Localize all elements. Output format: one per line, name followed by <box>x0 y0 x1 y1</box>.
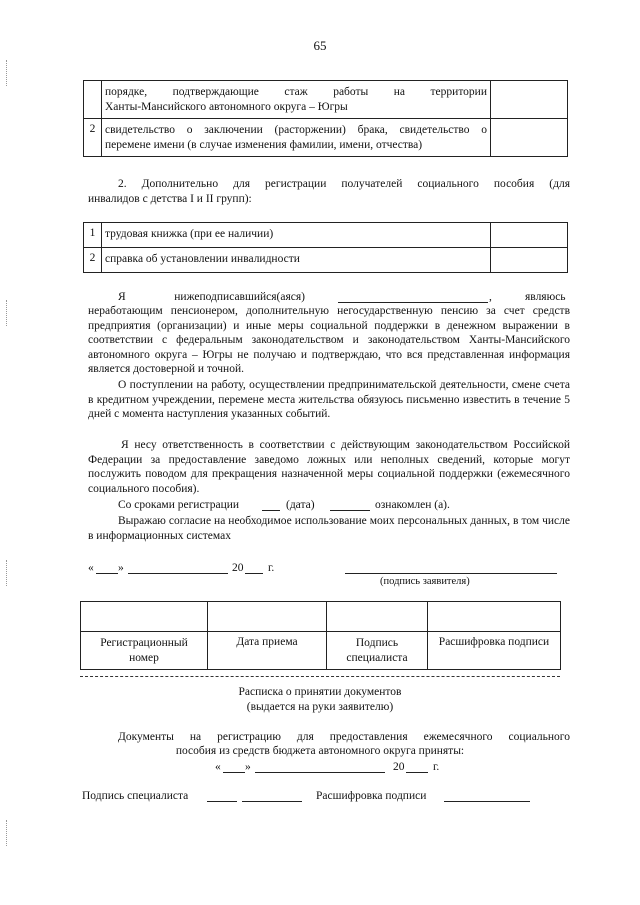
table-row <box>84 248 568 273</box>
declaration-paragraph-3: Я несу ответственность в соответствии с действующим законодательством Российской Федерации за предоставление заведомо ложных или неполных сведений, которые могут послужить поводом для прекращения назначенной меры социальной поддержки (ежемесячного социального пособия). <box>88 439 570 495</box>
table-row <box>84 119 568 157</box>
row-number: 2 <box>84 119 102 157</box>
declaration-comma: , <box>489 291 492 303</box>
year-blank <box>245 573 263 574</box>
receipt-title: Расписка о принятии документов <box>238 686 402 698</box>
scan-mark <box>6 560 8 586</box>
receipt-year-prefix: 20 <box>393 761 405 773</box>
cut-line <box>80 676 560 677</box>
blank-line <box>330 510 370 511</box>
row-number: 2 <box>84 248 102 273</box>
acknowledged-text: ознакомлен (а). <box>375 499 450 511</box>
header-registration-number: Регистрационный номер <box>81 632 208 670</box>
signature-decoding-cell[interactable] <box>428 602 561 632</box>
row-number <box>84 81 102 119</box>
page-number: 65 <box>313 38 327 53</box>
applicant-name-line <box>338 302 488 303</box>
receipt-subtitle: (выдается на руки заявителю) <box>246 701 394 713</box>
year-suffix: г. <box>268 562 275 574</box>
declaration-start: Я нижеподписавшийся(аяся) <box>118 291 305 303</box>
declaration-paragraph-1: неработающим пенсионером, дополнительную негосударственную пенсию за счет средств предприятия (организации) и иные меры социальной поддержки в денежном выражении в соответствии с федеральным законодательством и законодательством Ханты-Мансийского автономного округа – Югры не получаю и подтверждаю, что вся представленная информация является достоверной и точной. <box>88 305 570 376</box>
receipt-day-blank <box>223 772 245 773</box>
row-text-line: свидетельство о заключении (расторжении) брака, свидетельство о <box>105 124 487 136</box>
row-text-line: Ханты-Мансийского автономного округа – Югры <box>105 101 348 113</box>
signature-line <box>345 573 557 574</box>
table-row <box>81 632 561 670</box>
declaration-end: являюсь <box>525 291 566 303</box>
header-reception-date: Дата приема <box>208 632 327 670</box>
declaration-paragraph-2: О поступлении на работу, осуществлении предпринимательской деятельности, смене счета в кредитном учреждении, перемене места жительства обязуюсь письменно известить в течение 5 дней с момента наступления указанных событий. <box>88 379 570 421</box>
specialist-signature-blank <box>207 801 237 802</box>
row-mark-cell <box>491 119 568 157</box>
receipt-body-line1: Документы на регистрацию для предоставления ежемесячного социального <box>118 731 570 743</box>
specialist-signature-cell[interactable] <box>327 602 428 632</box>
day-blank <box>96 573 118 574</box>
month-blank <box>128 573 228 574</box>
registration-terms-text: Со сроками регистрации <box>118 499 240 511</box>
specialist-signature-blank <box>242 801 302 802</box>
row-text <box>102 119 491 157</box>
row-text-line: перемене имени (в случае изменения фамилии, имени, отчества) <box>105 139 423 151</box>
declaration-paragraph-5: Выражаю согласие на необходимое использование моих персональных данных, в том числе в информационных системах <box>88 515 570 542</box>
row-mark-cell <box>491 248 568 273</box>
row-text-line: порядке, подтверждающие стаж работы на территории <box>105 86 487 98</box>
date-close-quote: » <box>118 562 124 574</box>
header-signature-decoding: Расшифровка подписи <box>428 632 561 670</box>
registration-table <box>80 601 561 670</box>
receipt-date-close-quote: » <box>245 761 251 773</box>
specialist-signature-label: Подпись специалиста <box>82 790 189 802</box>
scan-mark <box>6 300 8 326</box>
receipt-body-line2: пособия из средств бюджета автономного округа приняты: <box>175 745 465 757</box>
row-mark-cell <box>491 81 568 119</box>
receipt-date-open-quote: « <box>215 761 221 773</box>
blank-line <box>262 510 280 511</box>
signature-decoding-label: Расшифровка подписи <box>316 790 427 802</box>
reception-date-cell[interactable] <box>208 602 327 632</box>
row-mark-cell <box>491 223 568 248</box>
receipt-year-blank <box>406 772 428 773</box>
row-number: 1 <box>84 223 102 248</box>
documents-table-additional <box>83 222 568 273</box>
row-text: трудовая книжка (при ее наличии) <box>102 223 491 248</box>
table-row <box>81 602 561 632</box>
year-prefix: 20 <box>232 562 244 574</box>
table-row <box>84 81 568 119</box>
scan-mark <box>6 820 8 846</box>
registration-number-cell[interactable] <box>81 602 208 632</box>
receipt-month-blank <box>255 772 385 773</box>
signature-decoding-blank <box>444 801 530 802</box>
section2-line1: 2. Дополнительно для регистрации получателей социального пособия (для <box>118 178 570 190</box>
row-text: справка об установлении инвалидности <box>102 248 491 273</box>
header-specialist-signature: Подпись специалиста <box>327 632 428 670</box>
section2-line2: инвалидов с детства I и II групп): <box>88 193 252 205</box>
table-row <box>84 223 568 248</box>
receipt-year-suffix: г. <box>433 761 440 773</box>
date-open-quote: « <box>88 562 94 574</box>
scan-mark <box>6 60 8 86</box>
date-label: (дата) <box>286 499 315 511</box>
row-text <box>102 81 491 119</box>
documents-table-top <box>83 80 568 157</box>
signature-caption: (подпись заявителя) <box>380 576 470 587</box>
